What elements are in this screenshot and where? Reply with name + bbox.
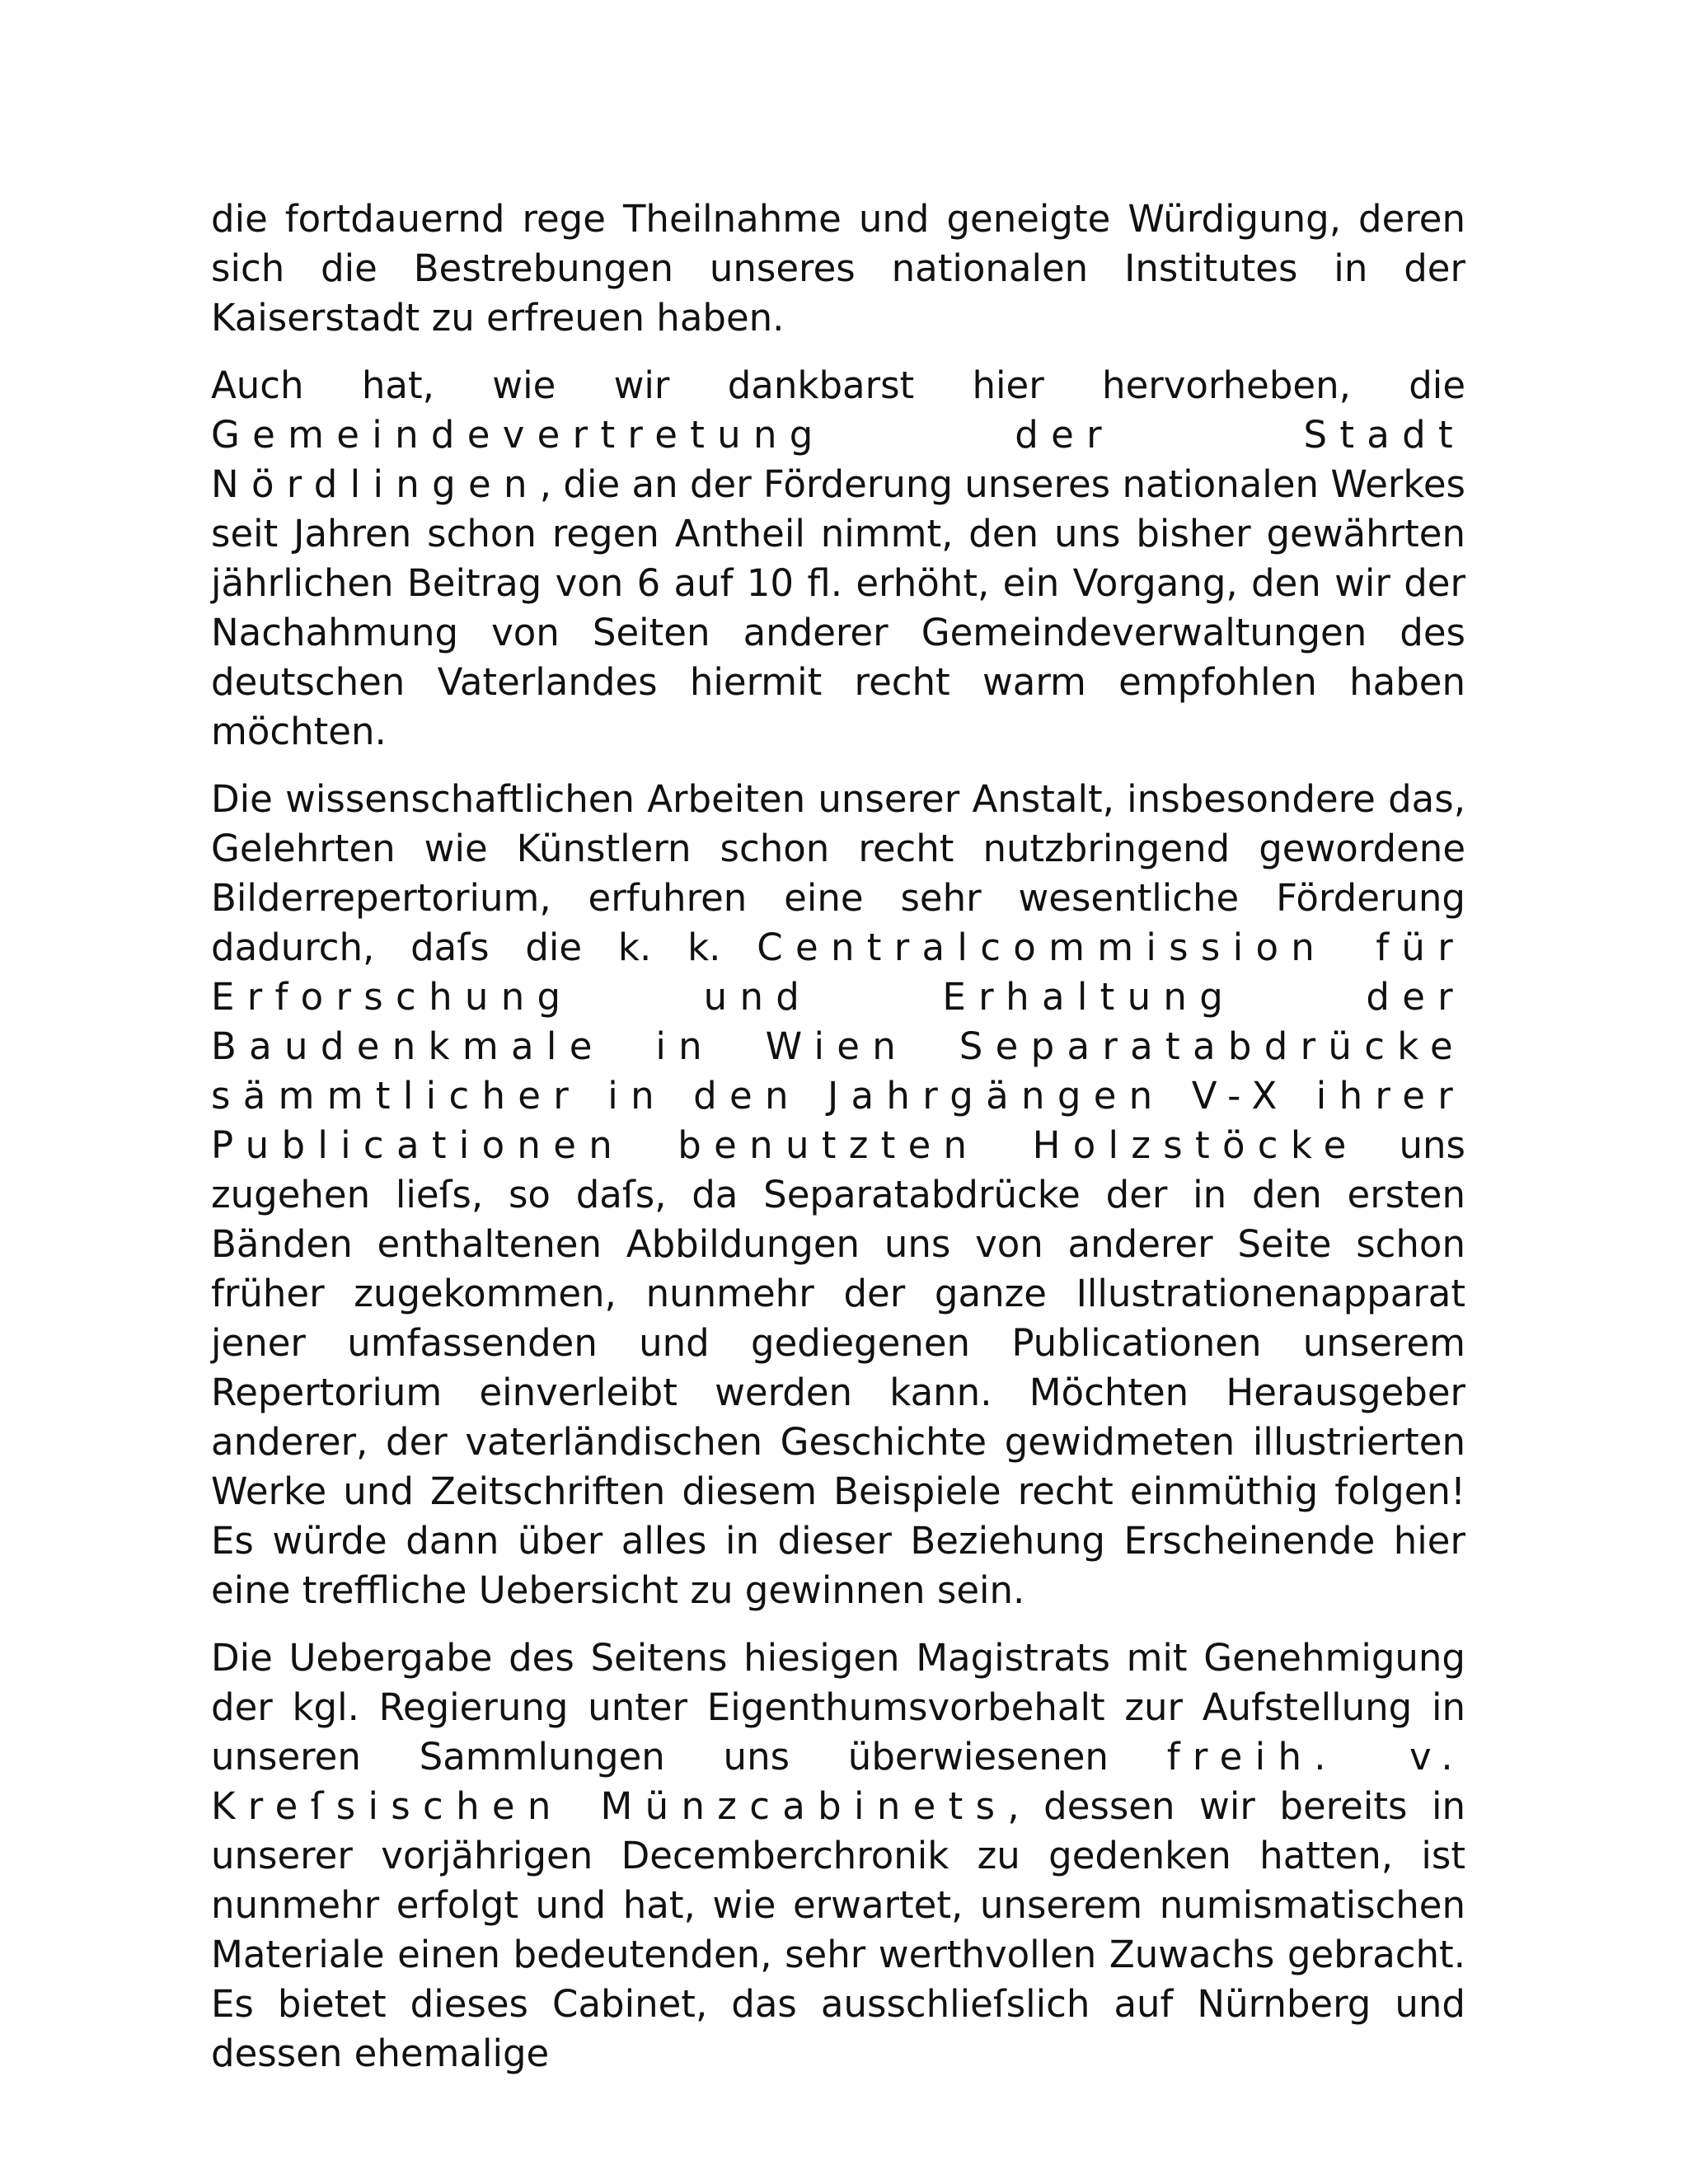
- paragraph-1-text: die fortdauernd rege Theilnahme und geneigte Würdigung, deren sich die Bestrebungen unseres nationalen Institutes in der Kaiserstadt zu erfreuen haben.: [211, 197, 1465, 340]
- paragraph-2-text-b: , die an der Förderung unseres nationalen Werkes seit Jahren schon regen Antheil nimmt, den uns bisher gewährten jährlichen Beitrag von 6 auf 10 fl. erhöht, ein Vorgang, den wir der Nachahmung von Seiten anderer Gemeindeverwaltungen des deutschen Vaterlandes hiermit recht warm empfohlen haben möchten.: [211, 462, 1465, 753]
- paragraph-2-spaced-text: Gemeindevertretung der Stadt Nördlingen: [211, 413, 1465, 506]
- paragraph-2-text-a: Auch hat, wie wir dankbarst hier hervorheben, die: [211, 363, 1465, 407]
- paragraph-3-spaced-text: Centralcommission für Erforschung und Erhaltung der Baudenkmale in Wien Separatabdrücke sämmtlicher in den Jahrgängen V-X ihrer Publicationen benutzten Holzstöcke: [211, 926, 1465, 1167]
- paragraph-3: [211, 775, 1465, 1615]
- paragraph-3-text-a: Die wissenschaftlichen Arbeiten unserer Anstalt, insbesondere das, Gelehrten wie Künstlern schon recht nutzbringend gewordene Bilderrepertorium, erfuhren eine sehr wesentliche Förderung dadurch, daſs die k. k.: [211, 777, 1465, 969]
- paragraph-4-text-b: , dessen wir bereits in unserer vorjährigen Decemberchronik zu gedenken hatten, ist nunmehr erfolgt und hat, wie erwartet, unserem numismatischen Materiale einen bedeutenden, sehr werthvollen Zuwachs gebracht. Es bietet dieses Cabinet, das ausschlieſslich auf Nürnberg und dessen ehemalige: [211, 1784, 1465, 2075]
- paragraph-4: [211, 1633, 1465, 2079]
- paragraph-3-text-b: uns zugehen lieſs, so daſs, da Separatabdrücke der in den ersten Bänden enthaltenen Abbildungen uns von anderer Seite schon früher zugekommen, nunmehr der ganze Illustrationenapparat jener umfassenden und gediegenen Publicationen unserem Repertorium einverleibt werden kann. Möchten Herausgeber anderer, der vaterländischen Geschichte gewidmeten illustrierten Werke und Zeitschriften diesem Beispiele recht einmüthig folgen! Es würde dann über alles in dieser Beziehung Erscheinende hier eine treffliche Uebersicht zu gewinnen sein.: [211, 1123, 1465, 1612]
- paragraph-1: [211, 194, 1465, 343]
- paragraph-2: [211, 361, 1465, 757]
- paragraph-4-text-a: Die Uebergabe des Seitens hiesigen Magistrats mit Genehmigung der kgl. Regierung unter Eigenthumsvorbehalt zur Aufstellung in unseren Sammlungen uns überwiesenen: [211, 1636, 1465, 1779]
- document-page: [211, 194, 1465, 2097]
- paragraph-4-spaced-text: freih. v. Kreſsischen Münzcabinets: [211, 1735, 1465, 1828]
